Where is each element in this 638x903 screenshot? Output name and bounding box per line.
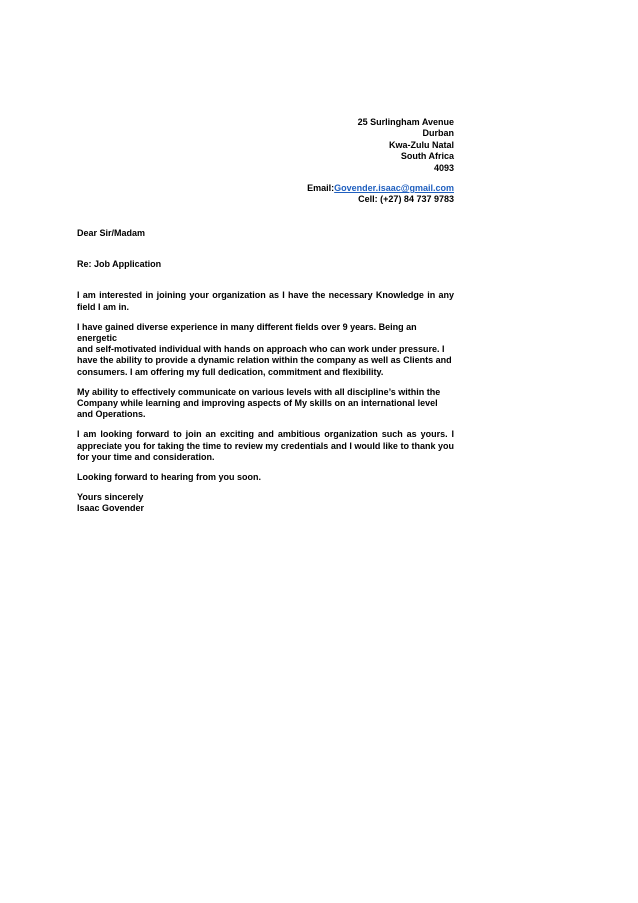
address-spacer [307, 174, 454, 183]
letter-body [77, 228, 454, 515]
subject-line: Re: Job Application [77, 259, 162, 270]
paragraph-communication [77, 387, 454, 421]
email-line [307, 183, 454, 194]
paragraph-line: and self-motivated individual with hands on approach who can work under pressure. I [77, 344, 445, 355]
paragraph-line: have the ability to provide a dynamic relation within the company as well as Clients and [77, 355, 452, 366]
address-city: Durban [422, 128, 454, 139]
closing: Yours sincerely [77, 492, 144, 503]
address-province: Kwa-Zulu Natal [388, 139, 454, 150]
paragraph-interest: I am interested in joining your organization as I have the necessary Knowledge in any field I am in. [77, 290, 454, 312]
paragraph-line: Company while learning and improving aspects of My skills on an international level [77, 398, 438, 409]
paragraph-line: consumers. I am offering my full dedication, commitment and flexibility. [77, 366, 384, 377]
email-link[interactable]: Govender.isaac@gmail.com [334, 183, 454, 194]
address-country: South Africa [400, 151, 454, 162]
paragraph-looking-forward: Looking forward to hearing from you soon. [77, 472, 261, 483]
paragraph-experience [77, 322, 454, 378]
address-postal-code: 4093 [433, 162, 454, 173]
paragraph-line: I have gained diverse experience in many different fields over 9 years. Being an energetic [77, 321, 417, 344]
cell-number: Cell: (+27) 84 737 9783 [358, 194, 454, 205]
email-label: Email: [307, 183, 335, 194]
paragraph-line: and Operations. [77, 409, 146, 420]
salutation: Dear Sir/Madam [77, 228, 146, 238]
paragraph-line: My ability to effectively communicate on various levels with all discipline’s within the [77, 386, 441, 397]
sender-address [307, 117, 454, 206]
address-street: 25 Surlingham Avenue [357, 117, 454, 127]
signature-name: Isaac Govender [77, 503, 145, 514]
paragraph-closing-thanks: I am looking forward to join an exciting and ambitious organization such as yours. I appreciate you for taking the time to review my credentials and I would like to thank you for your time and consideration. [77, 429, 454, 462]
